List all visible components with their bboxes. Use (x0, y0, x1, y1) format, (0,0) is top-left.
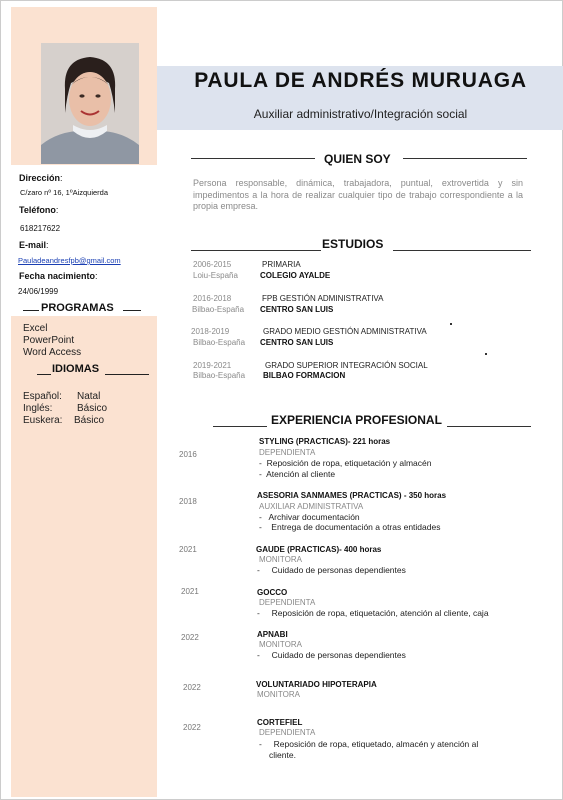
idiomas-rule-right (105, 374, 149, 375)
job-title: Auxiliar administrativo/Integración social (253, 107, 468, 121)
birth-label: Fecha nacimiento: (19, 271, 98, 281)
language-row: Inglés: Básico (23, 403, 108, 414)
experience-year: 2022 (183, 683, 201, 692)
language-row: Euskera: Básico (23, 415, 105, 426)
experience-title: GAUDE (PRACTICAS)- 400 horas (256, 545, 382, 554)
experience-task: - Reposición de ropa, etiquetación y almacén (259, 458, 432, 468)
programas-rule-right (123, 310, 141, 311)
experiencia-rule-left (213, 426, 267, 427)
experience-task: - Cuidado de personas dependientes (257, 650, 406, 660)
email-link[interactable]: Pauladeandresfpb@gmail.com (18, 256, 121, 265)
study-degree: PRIMARIA (262, 260, 301, 269)
stray-dot (485, 353, 487, 355)
programas-title: PROGRAMAS (41, 302, 114, 314)
experiencia-rule-right (447, 426, 531, 427)
study-years: 2018-2019 (191, 327, 230, 336)
phone-label: Teléfono: (19, 205, 59, 215)
study-location: Loiu-España (193, 271, 238, 280)
experience-role: DEPENDIENTA (259, 448, 316, 457)
birth-value: 24/06/1999 (18, 287, 59, 296)
experience-role: MONITORA (259, 555, 302, 564)
experience-year: 2021 (181, 587, 199, 596)
quien-soy-rule-left (191, 158, 315, 159)
address-label: Dirección: (19, 173, 63, 183)
experience-role: DEPENDIENTA (259, 728, 316, 737)
estudios-rule-left (191, 250, 321, 251)
study-institution: CENTRO SAN LUIS (260, 305, 334, 314)
experience-title: CORTEFIEL (257, 718, 303, 727)
experience-role: MONITORA (259, 640, 302, 649)
quien-soy-rule-right (403, 158, 527, 159)
experience-task: cliente. (269, 750, 296, 760)
programas-rule-left (23, 310, 39, 311)
study-institution: CENTRO SAN LUIS (260, 338, 334, 347)
idiomas-title: IDIOMAS (52, 363, 100, 375)
full-name: PAULA DE ANDRÉS MURUAGA (194, 69, 527, 92)
experience-task: - Archivar documentación (259, 512, 360, 522)
study-location: Bilbao-España (193, 371, 246, 380)
phone-value: 618217622 (20, 224, 61, 233)
email-label: E-mail: (19, 240, 49, 250)
idiomas-rule-left (37, 374, 51, 375)
programa-item: Word Access (23, 347, 82, 358)
about-text: Persona responsable, dinámica, trabajadora, puntual, extrovertida y sin impedimentos a la hora de realizar cualquier tipo de trabajo correspondiente a la propia empresa. (193, 178, 523, 211)
experience-title: ASESORIA SANMAMES (PRACTICAS) - 350 horas (257, 491, 447, 500)
experience-task: - Reposición de ropa, etiquetado, almacén y atención al (259, 739, 479, 749)
experience-year: 2016 (179, 450, 197, 459)
study-degree: GRADO MEDIO GESTIÓN ADMINISTRATIVA (263, 327, 427, 336)
experience-year: 2021 (179, 545, 197, 554)
study-location: Bilbao-España (193, 338, 246, 347)
experience-task: - Atención al cliente (259, 469, 336, 479)
experiencia-title: EXPERIENCIA PROFESIONAL (271, 413, 442, 427)
experience-role: AUXILIAR ADMINISTRATIVA (259, 502, 364, 511)
programa-item: Excel (23, 323, 48, 334)
experience-title: STYLING (PRACTICAS)- 221 horas (259, 437, 391, 446)
experience-task: - Cuidado de personas dependientes (257, 565, 406, 575)
estudios-title: ESTUDIOS (322, 237, 384, 251)
study-location: Bilbao-España (192, 305, 245, 314)
experience-task: - Reposición de ropa, etiquetación, atención al cliente, caja (257, 608, 489, 618)
experience-year: 2022 (183, 723, 201, 732)
stray-dot (450, 323, 452, 325)
experience-task: - Entrega de documentación a otras entidades (259, 522, 441, 532)
study-institution: BILBAO FORMACION (263, 371, 346, 380)
quien-soy-title: QUIEN SOY (324, 152, 391, 166)
study-years: 2006-2015 (193, 260, 232, 269)
address-value: C/zaro nº 16, 1ºAizquierda (20, 188, 109, 197)
study-institution: COLEGIO AYALDE (260, 271, 331, 280)
estudios-rule-right (393, 250, 531, 251)
experience-role: MONITORA (257, 690, 300, 699)
experience-year: 2022 (181, 633, 199, 642)
experience-title: APNABI (257, 630, 288, 639)
experience-role: DEPENDIENTA (259, 598, 316, 607)
language-row: Español: Natal (23, 391, 101, 402)
study-degree: GRADO SUPERIOR INTEGRACIÓN SOCIAL (265, 361, 428, 370)
experience-title: GOCCO (257, 588, 288, 597)
profile-photo (41, 43, 139, 164)
experience-year: 2018 (179, 497, 197, 506)
programa-item: PowerPoint (23, 335, 75, 346)
study-degree: FPB GESTIÓN ADMINISTRATIVA (262, 294, 384, 303)
study-years: 2019-2021 (193, 361, 232, 370)
study-years: 2016-2018 (193, 294, 232, 303)
experience-title: VOLUNTARIADO HIPOTERAPIA (256, 680, 377, 689)
